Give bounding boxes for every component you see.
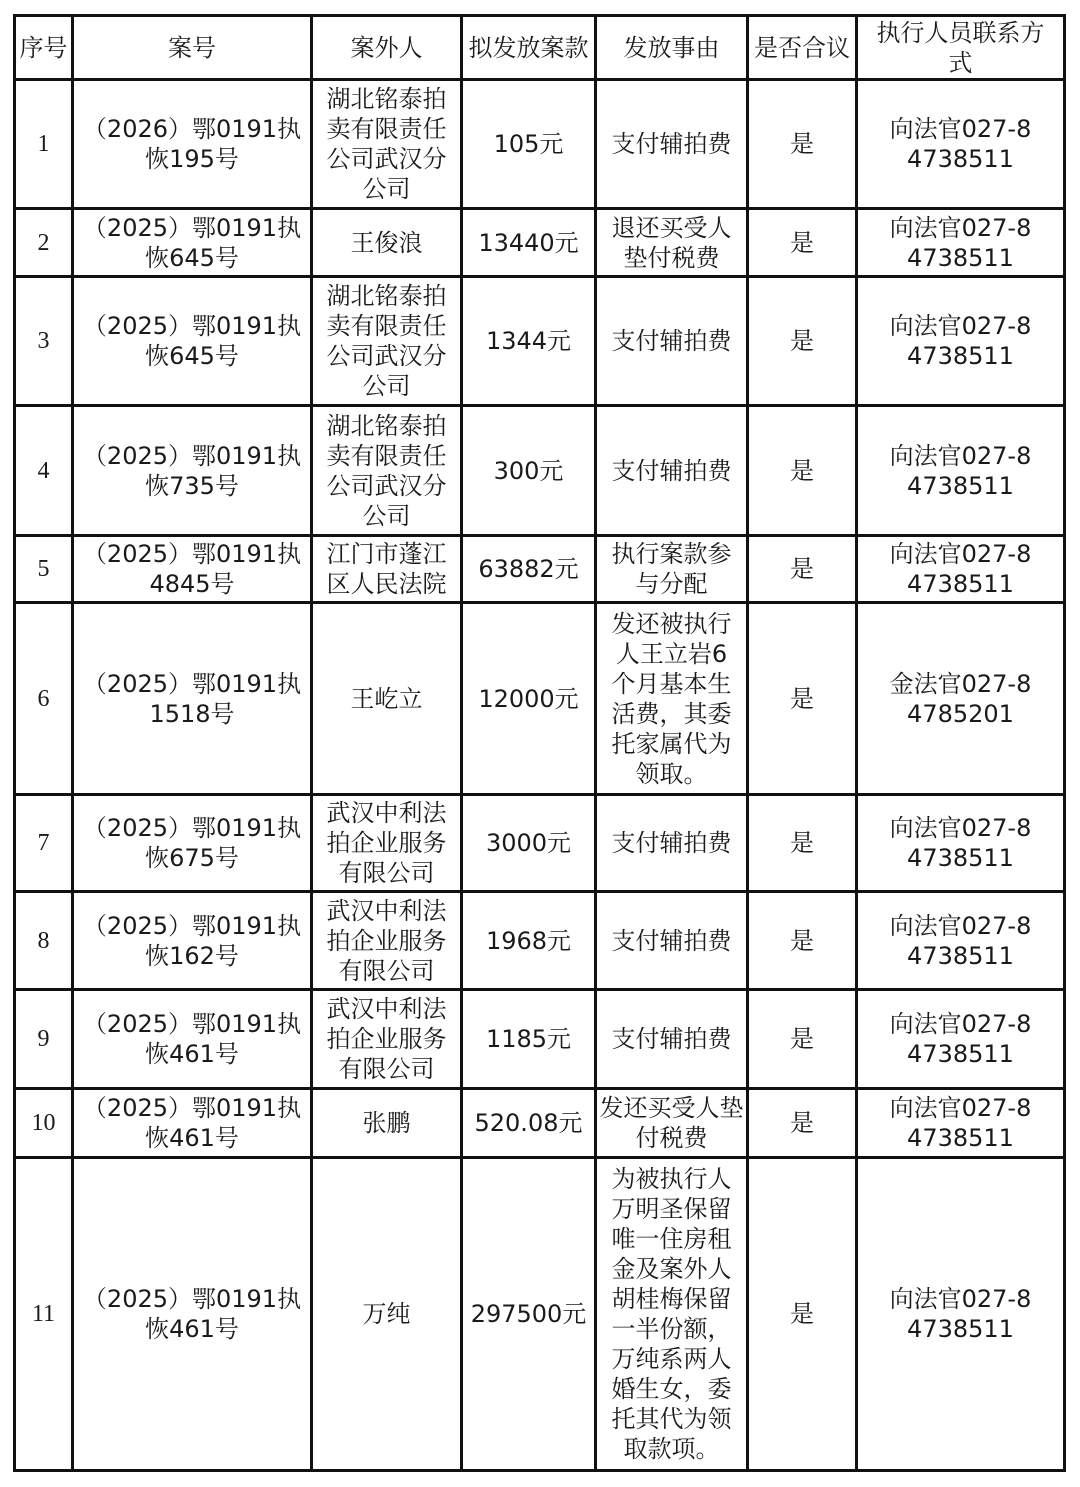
cell-reason: 为被执行人万明圣保留唯一住房租金及案外人胡桂梅保留一半份额，万纯系两人婚生女，委托其代为领取款项。 — [596, 1158, 748, 1471]
header-row — [15, 16, 1065, 80]
cell-contact: 向法官027-84738511 — [857, 80, 1065, 209]
cell-contact: 向法官027-84738511 — [857, 209, 1065, 277]
cell-contact: 金法官027-84785201 — [857, 603, 1065, 795]
col-header-party: 案外人 — [312, 16, 462, 80]
cell-no: 2 — [15, 209, 73, 277]
cell-reason: 支付辅拍费 — [596, 795, 748, 892]
cell-reason: 退还买受人垫付税费 — [596, 209, 748, 277]
cell-collegial: 是 — [748, 277, 857, 406]
cell-collegial: 是 — [748, 406, 857, 536]
table-row — [15, 406, 1065, 536]
cell-reason: 支付辅拍费 — [596, 80, 748, 209]
cell-reason: 支付辅拍费 — [596, 406, 748, 536]
cell-reason: 发还买受人垫付税费 — [596, 1089, 748, 1158]
table-row — [15, 1089, 1065, 1158]
cell-collegial: 是 — [748, 209, 857, 277]
cell-amount: 297500元 — [462, 1158, 596, 1471]
cell-outside-party: 湖北铭泰拍卖有限责任公司武汉分公司 — [312, 277, 462, 406]
table-row — [15, 990, 1065, 1089]
cell-outside-party: 江门市蓬江区人民法院 — [312, 536, 462, 603]
cell-case-number: （2025）鄂0191执恢461号 — [73, 990, 312, 1089]
cell-amount: 12000元 — [462, 603, 596, 795]
cell-outside-party: 万纯 — [312, 1158, 462, 1471]
cell-contact: 向法官027-84738511 — [857, 406, 1065, 536]
cell-collegial: 是 — [748, 80, 857, 209]
cell-outside-party: 湖北铭泰拍卖有限责任公司武汉分公司 — [312, 406, 462, 536]
cell-amount: 105元 — [462, 80, 596, 209]
cell-case-number: （2026）鄂0191执恢195号 — [73, 80, 312, 209]
cell-case-number: （2025）鄂0191执1518号 — [73, 603, 312, 795]
cell-case-number: （2025）鄂0191执4845号 — [73, 536, 312, 603]
cell-outside-party: 武汉中利法拍企业服务有限公司 — [312, 990, 462, 1089]
col-header-amount: 拟发放案款 — [462, 16, 596, 80]
cell-amount: 63882元 — [462, 536, 596, 603]
cell-collegial: 是 — [748, 1089, 857, 1158]
cell-no: 9 — [15, 990, 73, 1089]
table-row — [15, 892, 1065, 990]
disbursement-table — [13, 14, 1066, 1472]
cell-no: 4 — [15, 406, 73, 536]
cell-no: 3 — [15, 277, 73, 406]
cell-no: 7 — [15, 795, 73, 892]
cell-amount: 1344元 — [462, 277, 596, 406]
cell-reason: 支付辅拍费 — [596, 277, 748, 406]
cell-reason: 支付辅拍费 — [596, 990, 748, 1089]
table-row — [15, 209, 1065, 277]
cell-no: 5 — [15, 536, 73, 603]
table-row — [15, 1158, 1065, 1471]
cell-reason: 发还被执行人王立岩6个月基本生活费，其委托家属代为领取。 — [596, 603, 748, 795]
col-header-no: 序号 — [15, 16, 73, 80]
cell-case-number: （2025）鄂0191执恢461号 — [73, 1158, 312, 1471]
cell-contact: 向法官027-84738511 — [857, 1158, 1065, 1471]
cell-contact: 向法官027-84738511 — [857, 1089, 1065, 1158]
cell-reason: 支付辅拍费 — [596, 892, 748, 990]
table-row — [15, 536, 1065, 603]
cell-outside-party: 王屹立 — [312, 603, 462, 795]
cell-amount: 1968元 — [462, 892, 596, 990]
col-header-reason: 发放事由 — [596, 16, 748, 80]
cell-collegial: 是 — [748, 1158, 857, 1471]
cell-no: 11 — [15, 1158, 73, 1471]
cell-outside-party: 张鹏 — [312, 1089, 462, 1158]
col-header-contact: 执行人员联系方式 — [857, 16, 1065, 80]
table-row — [15, 277, 1065, 406]
cell-contact: 向法官027-84738511 — [857, 990, 1065, 1089]
cell-contact: 向法官027-84738511 — [857, 795, 1065, 892]
table-row — [15, 795, 1065, 892]
cell-contact: 向法官027-84738511 — [857, 277, 1065, 406]
cell-amount: 520.08元 — [462, 1089, 596, 1158]
cell-amount: 1185元 — [462, 990, 596, 1089]
cell-collegial: 是 — [748, 603, 857, 795]
cell-case-number: （2025）鄂0191执恢645号 — [73, 209, 312, 277]
cell-no: 8 — [15, 892, 73, 990]
cell-contact: 向法官027-84738511 — [857, 536, 1065, 603]
cell-contact: 向法官027-84738511 — [857, 892, 1065, 990]
cell-case-number: （2025）鄂0191执恢645号 — [73, 277, 312, 406]
cell-case-number: （2025）鄂0191执恢162号 — [73, 892, 312, 990]
cell-outside-party: 湖北铭泰拍卖有限责任公司武汉分公司 — [312, 80, 462, 209]
cell-case-number: （2025）鄂0191执恢735号 — [73, 406, 312, 536]
cell-amount: 13440元 — [462, 209, 596, 277]
cell-collegial: 是 — [748, 795, 857, 892]
cell-outside-party: 武汉中利法拍企业服务有限公司 — [312, 892, 462, 990]
cell-outside-party: 武汉中利法拍企业服务有限公司 — [312, 795, 462, 892]
table-row — [15, 80, 1065, 209]
table-row — [15, 603, 1065, 795]
cell-collegial: 是 — [748, 536, 857, 603]
cell-collegial: 是 — [748, 892, 857, 990]
cell-case-number: （2025）鄂0191执恢675号 — [73, 795, 312, 892]
col-header-collegial: 是否合议 — [748, 16, 857, 80]
col-header-case: 案号 — [73, 16, 312, 80]
cell-case-number: （2025）鄂0191执恢461号 — [73, 1089, 312, 1158]
cell-amount: 300元 — [462, 406, 596, 536]
cell-no: 10 — [15, 1089, 73, 1158]
cell-reason: 执行案款参与分配 — [596, 536, 748, 603]
cell-no: 6 — [15, 603, 73, 795]
cell-outside-party: 王俊浪 — [312, 209, 462, 277]
cell-no: 1 — [15, 80, 73, 209]
cell-collegial: 是 — [748, 990, 857, 1089]
cell-amount: 3000元 — [462, 795, 596, 892]
